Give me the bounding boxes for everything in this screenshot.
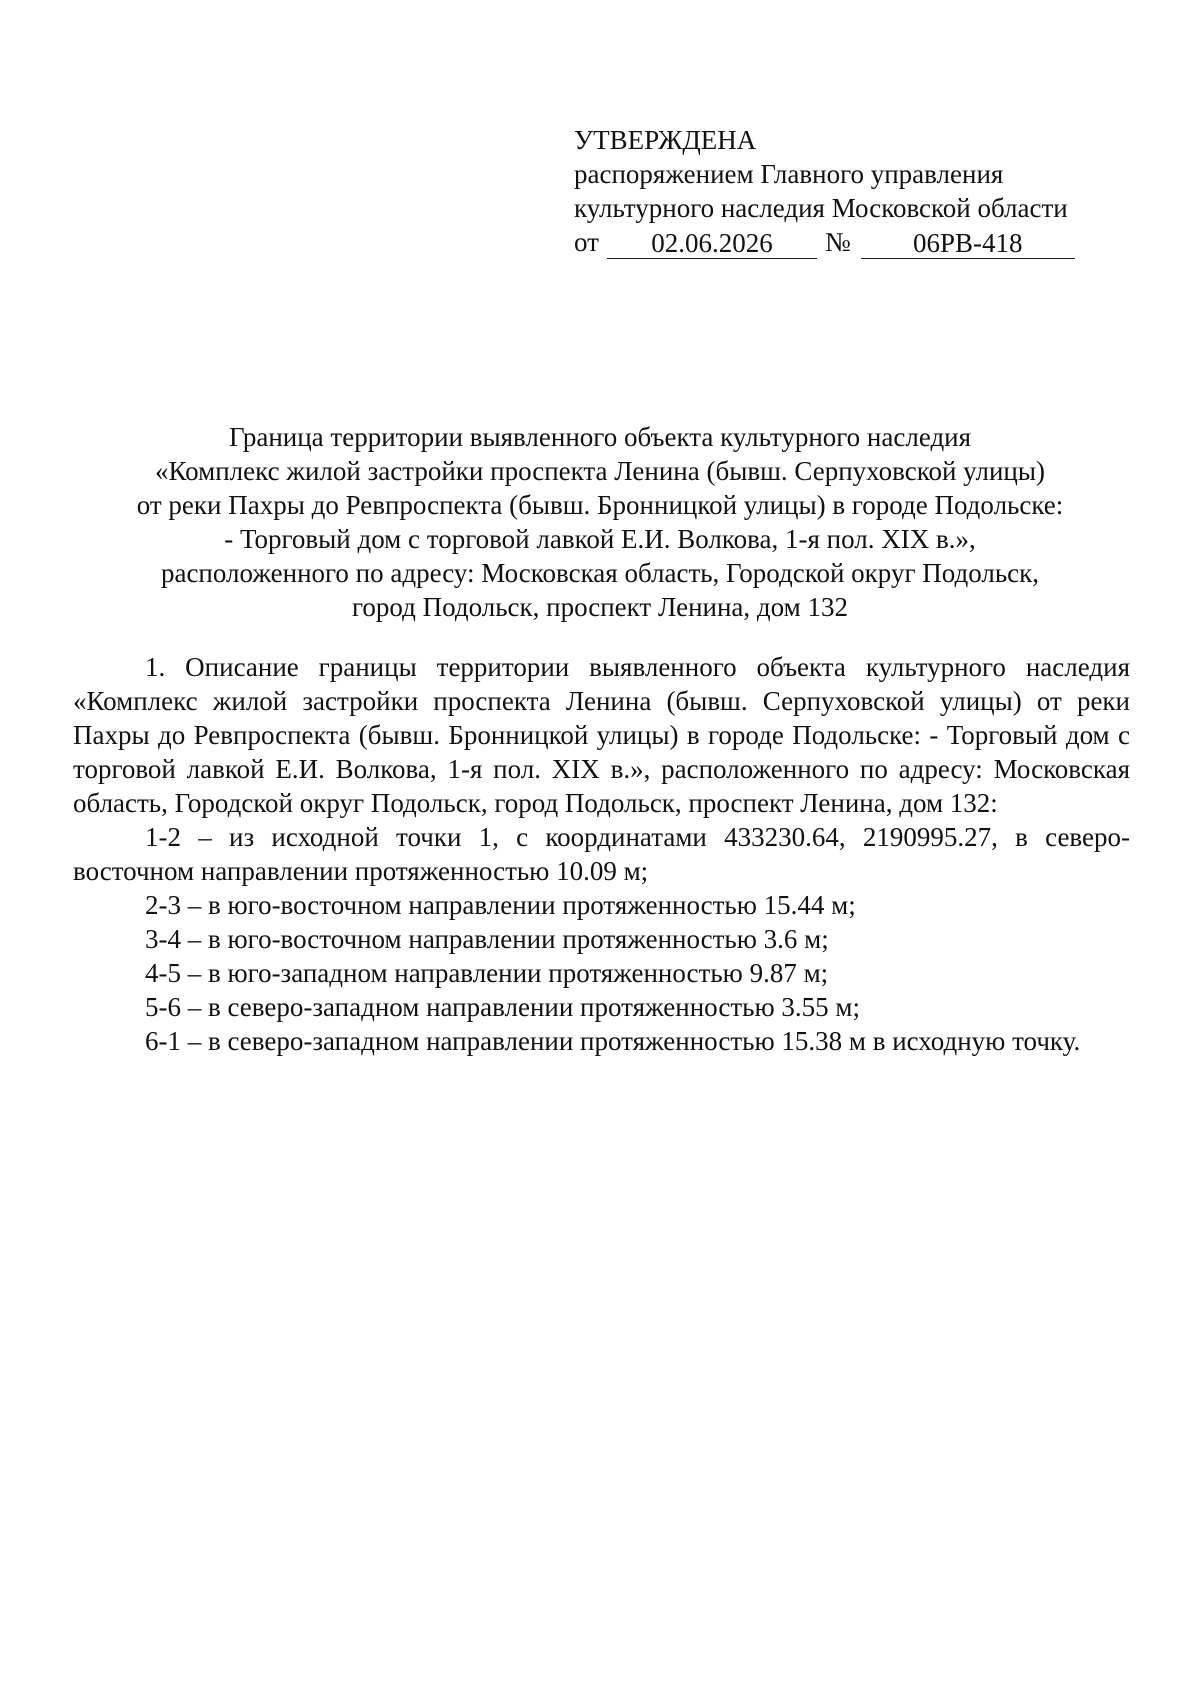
title-line: - Торговый дом с торговой лавкой Е.И. Волкова, 1-я пол. XIX в.», <box>224 524 976 554</box>
boundary-segment: 4-5 – в юго-западном направлении протяженностью 9.87 м; <box>145 958 829 988</box>
approval-number: 06РВ-418 <box>861 228 1075 259</box>
document-title <box>70 420 1130 624</box>
approval-block <box>574 123 1094 259</box>
approval-date: 02.06.2026 <box>607 228 817 259</box>
approval-line-1: распоряжением Главного управления <box>574 159 1004 189</box>
boundary-description-intro: 1. Описание границы территории выявленного объекта культурного наследия «Комплекс жилой застройки проспекта Ленина (бывш. Серпуховской улицы) от реки Пахры до Ревпроспекта (бывш. Бронницкой улицы) в городе Подольске: - Торговый дом с торговой лавкой Е.И. Волкова, 1-я пол. XIX в.», расположенного по адресу: Московская область, Городской округ Подольск, город Подольск, проспект Ленина, дом 132: <box>73 652 1130 818</box>
title-line: от реки Пахры до Ревпроспекта (бывш. Бронницкой улицы) в городе Подольске: <box>136 490 1064 520</box>
boundary-segment: 3-4 – в юго-восточном направлении протяженностью 3.6 м; <box>145 924 829 954</box>
number-sign: № <box>824 227 851 257</box>
boundary-segment: 2-3 – в юго-восточном направлении протяженностью 15.44 м; <box>145 890 856 920</box>
document-body <box>73 650 1130 1058</box>
title-line: Граница территории выявленного объекта культурного наследия <box>228 422 972 452</box>
boundary-segment: 5-6 – в северо-западном направлении протяженностью 3.55 м; <box>145 992 860 1022</box>
approval-heading: УТВЕРЖДЕНА <box>574 125 757 155</box>
boundary-segment: 6-1 – в северо-западном направлении протяженностью 15.38 м в исходную точку. <box>145 1026 1081 1056</box>
title-line: расположенного по адресу: Московская область, Городской округ Подольск, <box>160 558 1040 588</box>
date-prefix: от <box>574 227 599 257</box>
boundary-segment: 1-2 – из исходной точки 1, с координатами 433230.64, 2190995.27, в северо-восточном направлении протяженностью 10.09 м; <box>73 822 1130 886</box>
approval-date-line <box>574 225 1094 259</box>
title-line: «Комплекс жилой застройки проспекта Ленина (бывш. Серпуховской улицы) <box>155 456 1045 486</box>
approval-line-2: культурного наследия Московской области <box>574 193 1068 223</box>
title-line: город Подольск, проспект Ленина, дом 132 <box>352 592 848 622</box>
